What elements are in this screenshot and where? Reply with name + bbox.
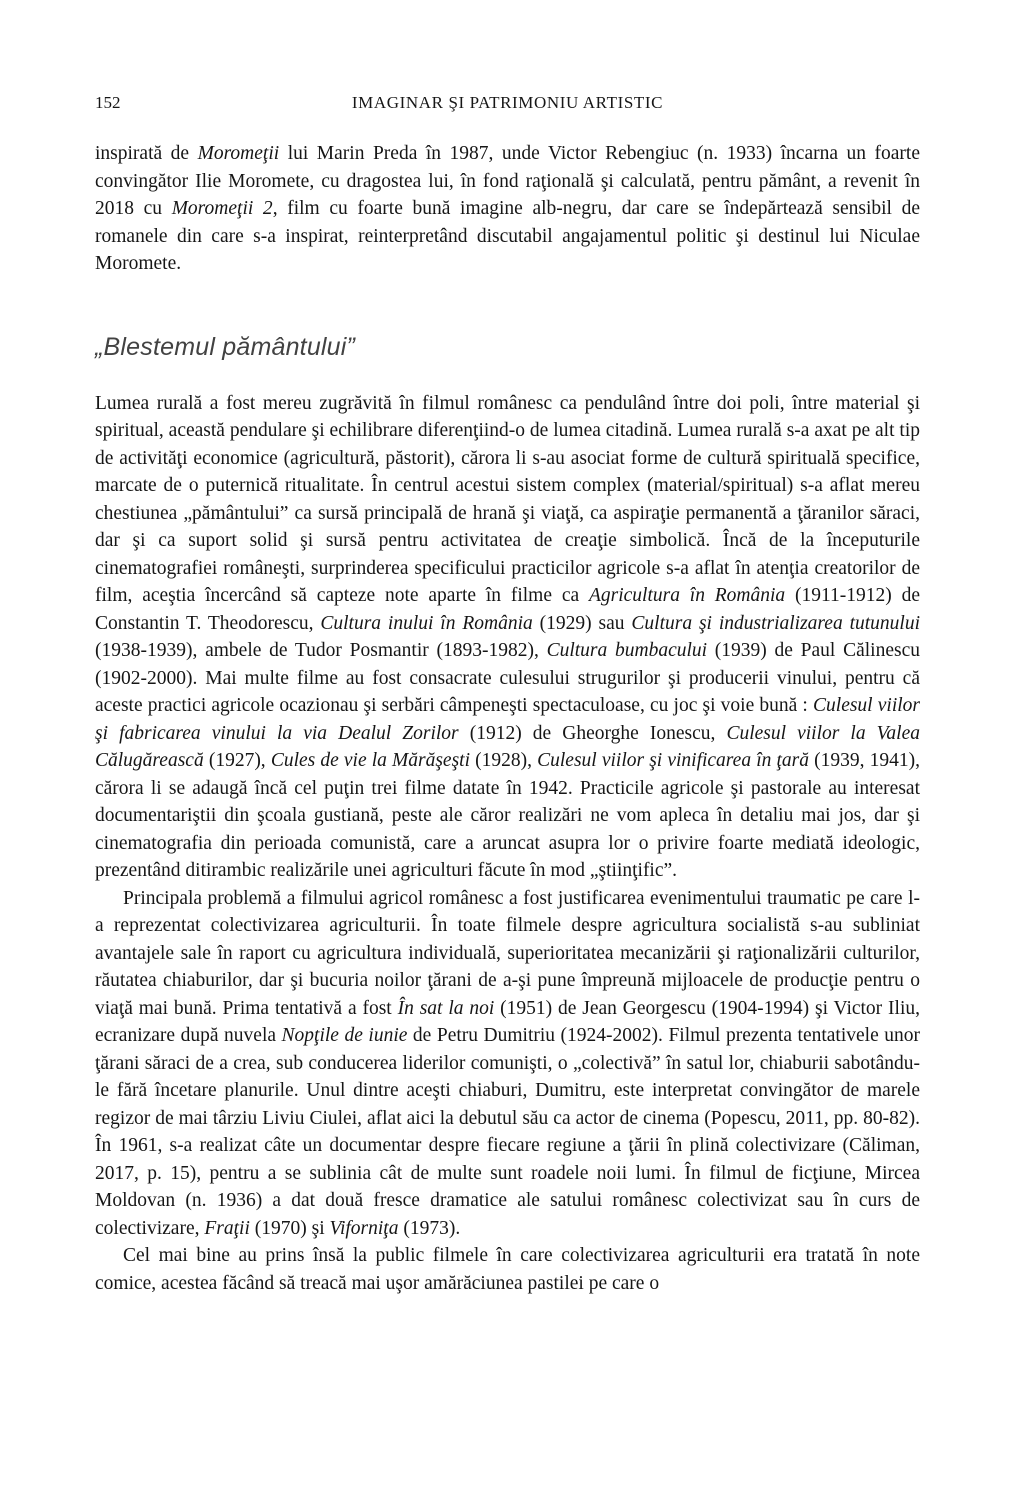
film-title-italic: Culesul viilor şi vinificarea în ţară (537, 750, 809, 771)
text-run: Lumea rurală a fost mereu zugrăvită în filmul românesc ca pendulând între doi poli, între material şi spiritual, această pendulare şi echilibrare diferenţiind-o de lumea citadină. Lumea rurală s-a axat pe alt tip de activităţi economice (agricultură, păstorit), cărora li s-au asociat forme de cultură spirituală specifice, marcate de o puternică ritualitate. În centrul acestui sistem complex (material/spiritual) s-a aflat mereu chestiunea „pământului” ca sursă principală de hrană şi viaţă, ca aspiraţie permanentă a ţăranilor săraci, dar şi ca suport solid şi sursă pentru activitatea de creaţie simbolică. Încă de la începuturile cinematografiei româneşti, surprinderea specificului practicilor agricole s-a aflat în atenţia creatorilor de film, aceştia încercând să capteze note aparte în filme ca (95, 392, 920, 606)
page-number: 152 (95, 93, 121, 112)
film-title-italic: Viforniţa (329, 1217, 399, 1239)
text-run: lui Marin Preda în 1987, unde Victor Rebengiuc (n. 1933) încarna un foarte convingător Ilie Moromete, cu dragostea lui, în fond raţională şi calculată, pentru pământ, a revenit în 2018 cu (95, 143, 920, 219)
text-run: (1973). (398, 1217, 461, 1239)
film-title-italic: Cultura şi industrializarea tutunului (631, 612, 921, 634)
text-run: inspirată de (95, 143, 198, 164)
text-run: (1951) de Jean Georgescu (1904-1994) şi Victor Iliu, ecranizare după nuvela (95, 997, 920, 1046)
text-run: de Petru Dumitriu (1924-2002). Filmul prezenta tentativele unor ţărani săraci de a crea, sub conducerea liderilor comunişti, o „colectivă” în satul lor, chiaburii sabotându-le fără încetare planurile. Unul dintre aceşti chiaburi, Dumitru, este interpretat convingător de marele regizor de mai târziu Liviu Ciulei, aflat aici la debutul său ca actor de cinema (Popescu, 2011, pp. 80-82). În 1961, s-a realizat câte un documentar despre fiecare regiune a ţării în plină colectivizare (Căliman, 2017, p. 15), pentru a se sublinia cât de multe sunt roadele noii lumi. În filmul de ficţiune, Mircea Moldovan (n. 1936) a dat două fresce dramatice ale satului românesc colectivizat sau în curs de colectivizare, (95, 1025, 921, 1239)
film-title-italic: Culesul viilor şi fabricarea vinului la via Dealul Zorilor (95, 695, 920, 744)
text-run: (1938-1939), ambele de Tudor Posmantir (1893-1982), (95, 640, 547, 661)
intro-paragraph (95, 140, 920, 278)
film-title-italic: Moromeţii (197, 143, 280, 164)
text-run: (1912) de Gheorghe Ionescu, (458, 722, 727, 744)
film-title-italic: Fraţii (204, 1217, 250, 1239)
film-title-italic: Nopţile de iunie (281, 1025, 408, 1046)
text-run: (1911-1912) de Constantin T. Theodorescu, (95, 585, 920, 634)
text-run: (1939, 1941), cărora li se adaugă încă cel puţin trei filme datate în 1942. Practicile agricole şi pastorale au interesat documentariştii din şcoala gustiană, peste ale căror realizări ne vom apleca în detaliu mai jos, dar şi cinematografia din perioada comunistă, care a aruncat asupra lor o privire foarte mediată ideologic, prezentând ditirambic realizările unei agriculturi făcute în mod „ştiinţific”. (95, 750, 920, 881)
text-run: (1927), (203, 750, 271, 771)
film-title-italic: În sat la noi (397, 997, 495, 1019)
film-title-italic: Agricultura în România (588, 585, 786, 606)
text-run: (1939) de Paul Călinescu (1902-2000). Mai multe filme au fost consacrate culesului strugurilor şi producerii vinului, pentru că aceste practici agricole ocazionau şi serbări câmpeneşti spectaculoase, cu joc şi voie bună : (95, 640, 920, 716)
text-run: Principala problemă a filmului agricol românesc a fost justificarea evenimentului traumatic pe care l-a reprezentat colectivizarea agriculturii. În toate filmele despre agricultura socialistă s-au subliniat avantajele sale în raport cu agricultura individuală, superioritatea mecanizării şi raţionalizării culturilor, răutatea chiaburilor, dar şi bucuria noilor ţărani de a-şi pune împreună mijloacele de producţie pentru o viaţă mai bună. Prima tentativă a fost (95, 887, 920, 1019)
running-title: IMAGINAR ŞI PATRIMONIU ARTISTIC (351, 93, 664, 112)
text-run: Cel mai bine au prins însă la public filmele în care colectivizarea agriculturii era tratată în note comice, acestea făcând să treacă mai uşor amărăciunea pastilei pe care o (95, 1245, 920, 1294)
text-run: , film cu foarte bună imagine alb-negru, dar care se îndepărtează sensibil de romanele din care s-a inspirat, reinterpretând discutabil angajamentul politic şi destinul lui Niculae Moromete. (95, 198, 921, 274)
body-paragraph (95, 885, 920, 1243)
film-title-italic: Cultura bumbacului (546, 640, 708, 661)
film-title-italic: Moromeţii 2 (171, 198, 273, 219)
text-run: (1929) sau (532, 612, 632, 634)
section-heading: „Blestemul pământului” (95, 332, 356, 361)
body-paragraph (95, 1242, 920, 1297)
film-title-italic: Cultura inului în România (320, 612, 533, 634)
text-run: (1970) şi (249, 1217, 330, 1239)
text-block (95, 140, 920, 1297)
film-title-italic: Culesul viilor la Valea Călugărească (95, 722, 920, 771)
film-title-italic: Cules de vie la Mărăşeşti (270, 750, 471, 771)
running-header (95, 92, 920, 114)
body-paragraph (95, 390, 920, 885)
text-run: (1928), (470, 750, 538, 771)
